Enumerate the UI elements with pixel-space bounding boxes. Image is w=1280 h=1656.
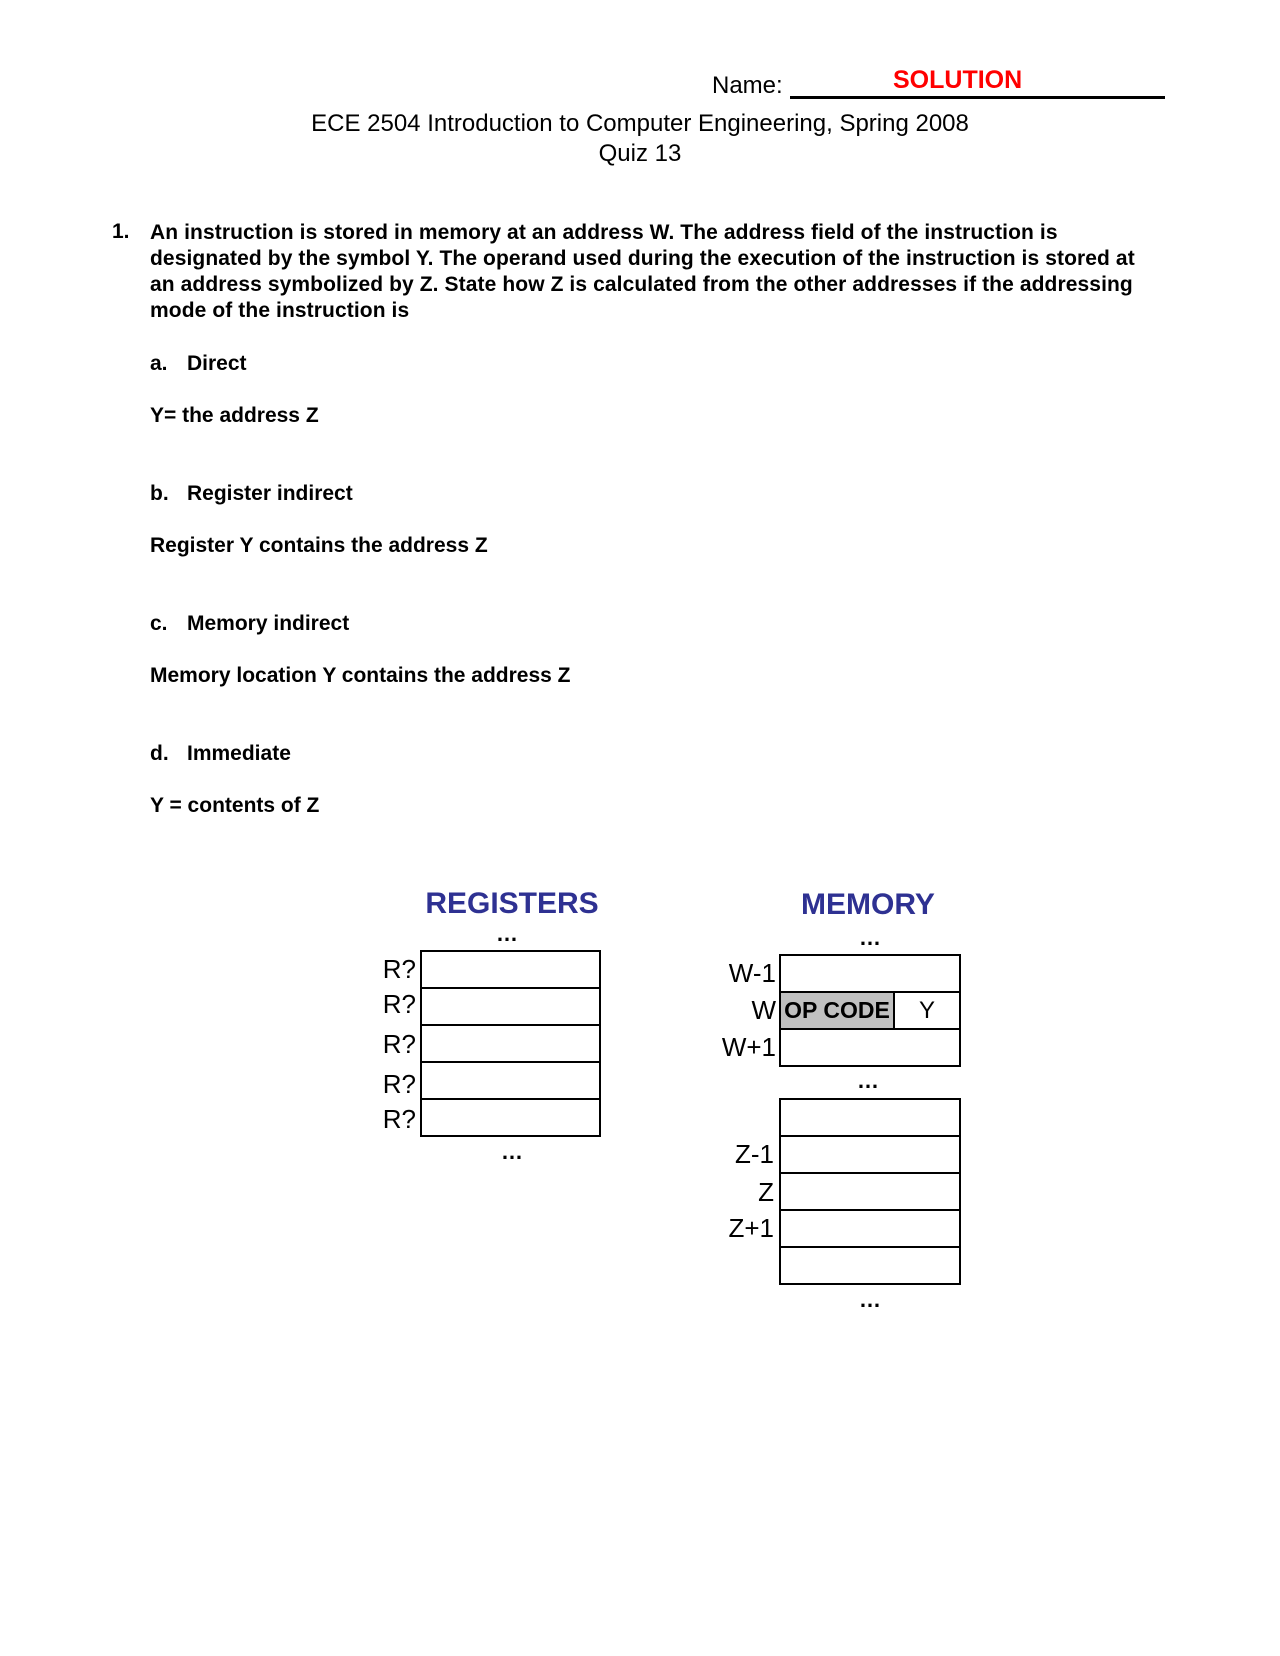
register-cell bbox=[420, 950, 601, 989]
answer-b: Register Y contains the address Z bbox=[150, 534, 488, 557]
answer-a: Y= the address Z bbox=[150, 404, 319, 427]
memory-label-w-plus-1: W+1 bbox=[721, 1032, 776, 1062]
register-cell bbox=[420, 1024, 601, 1063]
name-underline bbox=[790, 96, 1165, 99]
part-letter: a. bbox=[150, 352, 168, 375]
course-title: ECE 2504 Introduction to Computer Engineering, Spring 2008 bbox=[311, 110, 969, 137]
memory-cell-w-minus-1 bbox=[779, 954, 961, 993]
part-label: Memory indirect bbox=[187, 612, 350, 635]
memory-top-ellipsis: … bbox=[859, 925, 881, 950]
memory-middle-ellipsis: … bbox=[857, 1068, 879, 1093]
question-number: 1. bbox=[112, 220, 130, 243]
register-label: R? bbox=[382, 1104, 416, 1134]
name-label: Name: bbox=[712, 72, 783, 99]
registers-top-ellipsis: … bbox=[496, 921, 518, 946]
register-label: R? bbox=[382, 989, 416, 1019]
register-label: R? bbox=[382, 1029, 416, 1059]
part-label: Register indirect bbox=[187, 482, 353, 505]
part-letter: b. bbox=[150, 482, 169, 505]
solution-text: SOLUTION bbox=[893, 66, 1023, 94]
memory-cell-w-plus-1 bbox=[779, 1028, 961, 1067]
memory-label-z-minus-1: Z-1 bbox=[735, 1139, 774, 1169]
memory-label-z: Z bbox=[758, 1177, 774, 1207]
memory-label-z-plus-1: Z+1 bbox=[728, 1213, 774, 1243]
register-label: R? bbox=[382, 954, 416, 984]
part-d bbox=[150, 742, 291, 766]
memory-cell-z-minus-1 bbox=[779, 1135, 961, 1174]
part-b bbox=[150, 482, 353, 506]
memory-label-w: W bbox=[751, 995, 776, 1025]
registers-bottom-ellipsis: … bbox=[501, 1139, 523, 1164]
memory-bottom-ellipsis: … bbox=[859, 1287, 881, 1312]
part-a bbox=[150, 352, 247, 376]
register-cell bbox=[420, 1061, 601, 1100]
part-letter: c. bbox=[150, 612, 168, 635]
memory-cell bbox=[779, 1246, 961, 1285]
part-letter: d. bbox=[150, 742, 169, 765]
part-label: Direct bbox=[187, 352, 247, 375]
quiz-title: Quiz 13 bbox=[598, 140, 682, 167]
memory-title: MEMORY bbox=[801, 888, 935, 921]
memory-cell-z bbox=[779, 1172, 961, 1211]
register-cell bbox=[420, 987, 601, 1026]
registers-title: REGISTERS bbox=[425, 887, 599, 920]
answer-d: Y = contents of Z bbox=[150, 794, 320, 817]
memory-cell bbox=[779, 1098, 961, 1137]
part-label: Immediate bbox=[187, 742, 291, 765]
question-text: An instruction is stored in memory at an address W. The address field of the instruction is designated by the symbol Y. The operand used during the execution of the instruction is stored at an address symbolized by Z. State how Z is calculated from the other addresses if the addressing mode of the instruction is bbox=[150, 221, 1135, 322]
memory-label-w-minus-1: W-1 bbox=[728, 958, 776, 988]
register-label: R? bbox=[382, 1069, 416, 1099]
answer-c: Memory location Y contains the address Z bbox=[150, 664, 571, 687]
memory-cell-z-plus-1 bbox=[779, 1209, 961, 1248]
register-cell bbox=[420, 1098, 601, 1137]
part-c bbox=[150, 612, 349, 636]
address-field-cell: Y bbox=[893, 991, 961, 1030]
opcode-cell: OP CODE bbox=[779, 991, 895, 1030]
